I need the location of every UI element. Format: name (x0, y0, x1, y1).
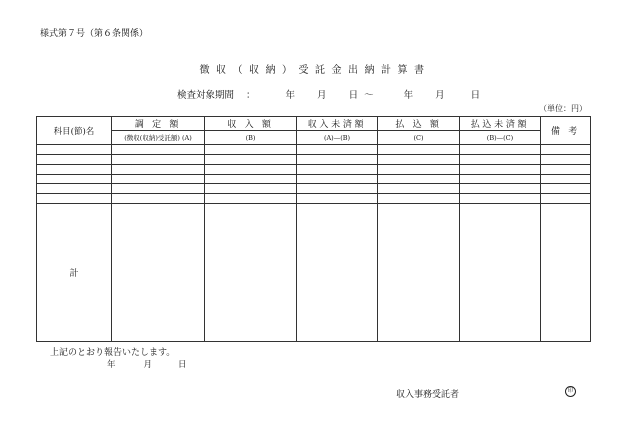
table-cell[interactable] (460, 194, 541, 204)
table-cell[interactable] (541, 194, 591, 204)
report-date (107, 358, 187, 370)
table-cell[interactable] (378, 194, 460, 204)
table-cell[interactable] (378, 174, 460, 184)
table-cell[interactable] (460, 184, 541, 194)
report-statement: 上記のとおり報告いたします。 (50, 348, 176, 358)
unit-note: （単位：円） (539, 104, 587, 113)
column-sub-received: (B) (205, 131, 297, 145)
subject-header: 科目(節)名 (37, 117, 112, 145)
report-year: 年 (107, 360, 116, 370)
table-cell[interactable] (37, 164, 112, 174)
period-month-2: 月 (435, 90, 445, 101)
table-cell[interactable] (378, 164, 460, 174)
table-cell[interactable] (460, 164, 541, 174)
table-cell[interactable] (205, 154, 297, 164)
table-cell[interactable] (297, 145, 378, 155)
column-header-uncollected: 収入未済額 (297, 117, 378, 131)
total-row (37, 204, 591, 342)
table-cell[interactable] (297, 164, 378, 174)
table-cell[interactable] (297, 174, 378, 184)
period-colon: ： (246, 90, 256, 101)
column-sub-assessed: (徴収(収納)受託額) (A) (112, 131, 205, 145)
seal-mark: 印 (565, 386, 576, 397)
period-tilde: ～ (364, 90, 374, 101)
table-cell[interactable] (541, 174, 591, 184)
total-cell[interactable] (460, 204, 541, 342)
table-cell[interactable] (37, 154, 112, 164)
column-header-unpaid: 払込未済額 (460, 117, 541, 131)
table-row (37, 145, 591, 155)
table-cell[interactable] (460, 145, 541, 155)
table-cell[interactable] (37, 194, 112, 204)
table-cell[interactable] (297, 184, 378, 194)
document-title: 徴収（収納）受託金出納計算書 (199, 65, 431, 76)
table-cell[interactable] (112, 194, 205, 204)
table-cell[interactable] (378, 145, 460, 155)
table-cell[interactable] (205, 184, 297, 194)
total-cell[interactable] (378, 204, 460, 342)
column-header-remarks: 備 考 (541, 117, 591, 145)
table-cell[interactable] (541, 184, 591, 194)
table-cell[interactable] (378, 154, 460, 164)
form-number: 様式第７号（第６条関係） (40, 29, 149, 39)
report-month: 月 (143, 360, 153, 370)
column-header-paid-in: 払 込 額 (378, 117, 460, 131)
report-day: 日 (178, 360, 187, 370)
agent-label: 収入事務受託者 (396, 390, 460, 400)
table-cell[interactable] (112, 174, 205, 184)
subheader-row (37, 131, 591, 145)
table-row (37, 164, 591, 174)
table-cell[interactable] (297, 194, 378, 204)
table-row (37, 194, 591, 204)
table-cell[interactable] (112, 154, 205, 164)
table-cell[interactable] (112, 164, 205, 174)
total-cell[interactable] (541, 204, 591, 342)
table-cell[interactable] (541, 164, 591, 174)
total-cell[interactable] (297, 204, 378, 342)
period-year-1: 年 (285, 90, 296, 101)
statement-table (36, 116, 591, 342)
column-sub-paid-in: (C) (378, 131, 460, 145)
table-cell[interactable] (541, 145, 591, 155)
period-month-1: 月 (317, 90, 327, 101)
table-cell[interactable] (378, 184, 460, 194)
table-cell[interactable] (205, 174, 297, 184)
table-cell[interactable] (460, 154, 541, 164)
table-cell[interactable] (541, 154, 591, 164)
table-cell[interactable] (460, 174, 541, 184)
table-row (37, 174, 591, 184)
column-header-received: 収 入 額 (205, 117, 297, 131)
table-cell[interactable] (205, 194, 297, 204)
table-cell[interactable] (297, 154, 378, 164)
column-sub-uncollected: (A)—(B) (297, 131, 378, 145)
table-row (37, 154, 591, 164)
period-day-2: 日 (470, 90, 481, 101)
table-cell[interactable] (112, 145, 205, 155)
total-cell[interactable] (112, 204, 205, 342)
inspection-period (177, 87, 480, 101)
table-cell[interactable] (112, 184, 205, 194)
period-label: 検査対象期間 (177, 90, 235, 101)
table-cell[interactable] (205, 164, 297, 174)
period-day-1: 日 (348, 90, 359, 101)
table-cell[interactable] (205, 145, 297, 155)
table-row (37, 184, 591, 194)
table-cell[interactable] (37, 184, 112, 194)
column-sub-unpaid: (B)—(C) (460, 131, 541, 145)
period-year-2: 年 (403, 90, 414, 101)
table-cell[interactable] (37, 145, 112, 155)
total-cell[interactable] (205, 204, 297, 342)
header-row (37, 117, 591, 131)
table-cell[interactable] (37, 174, 112, 184)
total-label: 計 (37, 204, 112, 342)
column-header-assessed: 調 定 額 (112, 117, 205, 131)
